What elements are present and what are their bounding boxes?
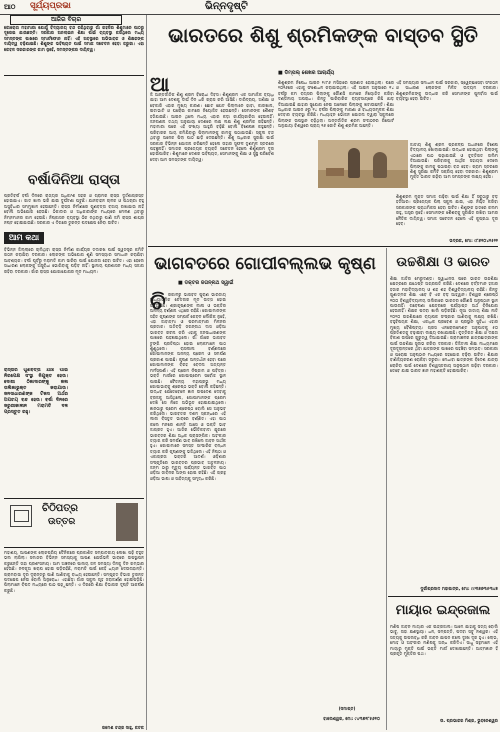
editorial-tag-lead	[48, 232, 144, 244]
child-labor-photo	[318, 140, 408, 188]
lead-col4: ଜାତୀୟ ଶିଶୁ ଶ୍ରମ ପ୍ରକଳ୍ପ ଅଧୀନରେ ବିଶେଷ ବିଦ୍ୟାଳୟ ଖୋଲାଯାଇଛି। ଉଦ୍ଧାର ହୋଇଥିବା ପିଲାଙ୍କୁ ଏଠାରେ ପାଠ ପଢ଼ାଯାଉଛି ଓ ବୃତ୍ତିଗତ ତାଲିମ ଦିଆଯାଉଛି। ପରିବାରକୁ ଆର୍ଥିକ ସହାୟତା ଦେଲେ ପିଲାଙ୍କୁ କାମକୁ ପଠାଇବା ବନ୍ଦ ହେବ। ଗ୍ରାମ ସ୍ତରରେ ଶିଶୁ ସୁରକ୍ଷା କମିଟି ସକ୍ରିୟ ହେବା ଦରକାର। ଶିଶୁଶ୍ରମ ମୁକ୍ତ ଭାରତ ଗଢ଼ିବା ଆମ ସମସ୍ତଙ୍କ ଲକ୍ଷ୍ୟ ହେଉ।	[410, 142, 498, 180]
editorial-kicker: ଆଜିର ବିଚାର	[10, 15, 122, 25]
lead-drop-cap-letter: ଆ	[150, 72, 170, 96]
editorial-title: ବର୍ଷାଦିନିଆ ରାସ୍ତା	[27, 172, 121, 188]
page-number: ଆଠ	[4, 3, 16, 11]
article2-end-mark: (ସମାପ୍ତ)	[338, 706, 356, 711]
article3-body: ଶିକ୍ଷା ଜାତିର ମେରୁଦଣ୍ଡ। ସ୍ୱାଧୀନତା ପରେ ଭାରତ ଉଚ୍ଚଶିକ୍ଷା କ୍ଷେତ୍ରରେ ଯଥେଷ୍ଟ ଅଗ୍ରଗତି କରିଛି। ଦେଶରେ ବର୍ତ୍ତମାନ ହଜାର ହଜାର ମହାବିଦ୍ୟାଳୟ ଓ ଶହ ଶହ ବିଶ୍ୱବିଦ୍ୟାଳୟ ରହିଛି। କିନ୍ତୁ ଗୁଣାତ୍ମକ ଶିକ୍ଷା ଏବେ ବି ଏକ ବଡ଼ ଆହ୍ୱାନ। ବିଶ୍ୱର ଶ୍ରେଷ୍ଠ ୧୦୦ ବିଶ୍ୱବିଦ୍ୟାଳୟ ତାଲିକାରେ ଭାରତର କୌଣସି ଅନୁଷ୍ଠାନ ସ୍ଥାନ ପାଉନାହିଁ। ଗବେଷଣା କ୍ଷେତ୍ରରେ ପର୍ଯ୍ୟାପ୍ତ ଅର୍ଥ ବିନିଯୋଗ ହେଉନାହିଁ। ଶିକ୍ଷକ ପଦବୀ ଖାଲି ପଡ଼ିରହିଛି। ନୂଆ ଜାତୀୟ ଶିକ୍ଷା ନୀତି ୨୦୨୦ ଉଚ୍ଚଶିକ୍ଷାରେ ବ୍ୟାପକ ସଂସ୍କାର ଆଣିବାକୁ ଲକ୍ଷ୍ୟ ରଖିଛି। ବହୁବିଷୟକ ଶିକ୍ଷା, ଏକାଧିକ ପ୍ରବେଶ ଓ ପ୍ରସ୍ଥାନ ସୁବିଧା ଏହାର ମୁଖ୍ୟ ବୈଶିଷ୍ଟ୍ୟ। ଗ୍ରସ ଏନରୋଲମେଣ୍ଟ ଅନୁପାତକୁ ୫୦ ପ୍ରତିଶତକୁ ବଢ଼ାଇବା ଲକ୍ଷ୍ୟ ରଖାଯାଇଛି। ବୃତ୍ତିଗତ ଶିକ୍ଷା ଓ ଦକ୍ଷତା ବିକାଶ ଉପରେ ଗୁରୁତ୍ୱ ଦିଆଯାଇଛି। ଗ୍ରାମାଞ୍ଚଳର ଛାତ୍ରଛାତ୍ରୀଙ୍କ ପାଇଁ ଉଚ୍ଚଶିକ୍ଷା ସୁଲଭ କରିବା ଦରକାର। ଡିଜିଟାଲ ଶିକ୍ଷା ମାଧ୍ୟମରେ ଦୂରଦୂରାନ୍ତରେ ଥିବା ଛାତ୍ରଙ୍କ ପାଖରେ ପହଞ୍ଚିବା ସମ୍ଭବ। ସରକାରୀ ଓ ଘରୋଇ ଅନୁଷ୍ଠାନ ମଧ୍ୟରେ ସହଯୋଗ ବଢ଼ିବା ଉଚିତ। ଶିକ୍ଷାର ବାଣିଜ୍ୟିକରଣ ରୋକିବା ଜରୁରୀ। ମେଧାବୀ ଛାତ୍ରଙ୍କ ବିଦେଶ ଯାତ୍ରା ରୋକିବା ପାଇଁ ଦେଶରେ ବିଶ୍ୱସ୍ତରୀୟ ଅନୁଷ୍ଠାନ ଗଢ଼ିବା ଦରକାର। ତେବେ ଯାଇ ଭାରତ ଜ୍ଞାନ ମହାଶକ୍ତି ହୋଇପାରିବ।	[390, 276, 498, 373]
article2-signature: ବାଲେଶ୍ୱର, ମୋ: ୯୪୩୭୨୮୫୬୧୦	[323, 716, 380, 721]
letters-title: ଚିଠିପତ୍ର	[42, 503, 78, 514]
lead-byline	[278, 70, 398, 77]
editorial-quote: ରାସ୍ତାର ଗୁଣବତ୍ତା ଯାଞ୍ଚ ପାଇଁ ନିରପେକ୍ଷ ସଂସ୍ଥା ନିଯୁକ୍ତ ହେଉ। ଦୋଷୀ ଠିକାଦାରଙ୍କୁ କଳା ତାଲିକାଭୁକ୍ତ କରାଯାଉ। ଜନସାଧାରଣଙ୍କ ଟିକସ ଅର୍ଥର ଅପଚୟ ବନ୍ଦ ହେଉ। ବର୍ଷା ଦିନରେ ଜରୁରୀକାଳୀନ ମରାମତି ଦଳ ପ୍ରସ୍ତୁତ ରହୁ।	[4, 368, 68, 415]
article2-byline-text: ଡକ୍ଟର ଜଗନ୍ନାଥ ସ୍ୱାଇଁ	[184, 280, 234, 286]
lead-col5: ଶିଶୁଶ୍ରମ ମୁକ୍ତ ସମାଜ ଗଢ଼ିବା ପାଇଁ ଶିକ୍ଷା ହିଁ ସବୁଠାରୁ ବଡ଼ ହତିଆର। ପ୍ରତ୍ୟେକ ପିଲା ସ୍କୁଲ ଯାଉ, ଏହା ନିଶ୍ଚିତ କରିବା ସରକାରଙ୍କ ପ୍ରାଥମିକତା ହେବା ଉଚିତ। ଶିଶୁଙ୍କ ହାତରେ କଲମ ରହୁ, ଅସ୍ତ୍ର ନୁହେଁ। ସେମାନଙ୍କ ଶୈଶବକୁ ସୁରକ୍ଷିତ ରଖିବା ଆମର ନୈତିକ ଦାୟିତ୍ୱ। ସମାଜ ସଚେତନ ହେଲେ ଏହି କୁପ୍ରଥା ଦୂର ହେବ।	[396, 194, 498, 227]
brand-logo: ସୂର୍ଯ୍ୟପ୍ରଭା	[30, 1, 71, 11]
editorial-tag-body: ବିଭିନ୍ନ ଜିଲ୍ଲାରେ ଚାଲିଥିବା ରାସ୍ତା ନିର୍ମାଣ କାର୍ଯ୍ୟର ତଦାରଖ ପାଇଁ ସ୍ୱତନ୍ତ୍ର କମିଟି ଗଠନ କରାଯିବା ଦରକାର। ଲୋକଙ୍କ ଅଭିଯୋଗ ଶୁଣି ସମସ୍ୟାର ସମାଧାନ କରାଯିବା ଆବଶ୍ୟକ। ବର୍ଷା ପୂର୍ବରୁ ମରାମତି କାମ ସାରିବା ପାଇଁ ଯୋଜନା ହେବା ଉଚିତ। ଏହା ହେଲେ ସାଧାରଣ ଲୋକଙ୍କୁ ଅସୁବିଧା ଭୋଗିବାକୁ ପଡ଼ିବ ନାହିଁ। ସ୍ଥାନୀୟ ପ୍ରଶାସନ ମଧ୍ୟ ସଜାଗ ରହିବା ଦରକାର। ଗାଁର ରାସ୍ତା ଯୋଗାଯୋଗର ମୂଳ ମାଧ୍ୟମ।	[4, 247, 144, 274]
editorial-intro: କୋରୋନା ମହାମାରୀ ଯୋଗୁଁ ବିଦ୍ୟାଳୟ ବନ୍ଦ ରହିଥିବାରୁ ଗାଁ ଗହଳିର ଶିଶୁମାନେ ପାଠରୁ ଦୂରେଇ ଯାଉଛନ୍ତି। ସରକାର ଅନଲାଇନ ଶିକ୍ଷା ପାଇଁ ବ୍ୟବସ୍ଥା କରିଥିଲେ ମଧ୍ୟ ସମସ୍ତଙ୍କ ପାଖରେ ସ୍ମାର୍ଟଫୋନ ନାହିଁ। ଏହି ଅବସ୍ଥାରେ ଅଭିଭାବକ ଓ ଶିକ୍ଷକଙ୍କ ଦାୟିତ୍ୱ ବଢ଼ିଯାଇଛି। ଶିଶୁଙ୍କ ଭବିଷ୍ୟତ ପାଇଁ ସମାଜ ସଚେତନ ହେବା ଜରୁରୀ। ଏହା କେବଳ ସରକାରଙ୍କ କାମ ନୁହେଁ, ସମସ୍ତଙ୍କର ଦାୟିତ୍ୱ।	[4, 25, 144, 52]
section-title: ଭିନ୍ନଦୃଷ୍ଟି	[205, 1, 248, 12]
article4-title: ମାୟାର ଇନ୍ଦ୍ରଜାଲ	[395, 603, 491, 618]
envelope-icon	[14, 510, 29, 522]
letters-body: ମହାଶୟ, ଆପଣଙ୍କ ଲୋକପ୍ରିୟ ଦୈନିକରେ ପ୍ରକାଶିତ ସମ୍ପାଦକୀୟ ଲେଖା ପଢ଼ି ବହୁତ ଭଲ ଲାଗିଲା। ସମାଜର ବିଭିନ୍ନ ସମସ୍ୟାକୁ ଆପଣ ଯେଉଁଭଳି ଭାବରେ ଉପସ୍ଥାପନ କରୁଛନ୍ତି ତାହା ପ୍ରଶଂସନୀୟ। ଆମ ଅଞ୍ଚଳରେ ପାନୀୟ ଜଳ ସମସ୍ୟା ଦିନକୁ ଦିନ ଗମ୍ଭୀର ହେଉଛି। ନଳକୂଅ ଖରାପ ହୋଇ ପଡ଼ିରହିଛି, ମରାମତି ପାଇଁ କେହି ଧ୍ୟାନ ଦେଉନାହାନ୍ତି। ଗ୍ରାମବାସୀ ଦୂର ଦୂରାନ୍ତରୁ ପାଣି ଆଣିବାକୁ ବାଧ୍ୟ ହେଉଛନ୍ତି। ସମ୍ପୃକ୍ତ ବିଭାଗ ତୁରନ୍ତ ପଦକ୍ଷେପ ନେଉ ବୋଲି ଅନୁରୋଧ। ଏହାଛଡ଼ା ଗାଁର ସ୍କୁଲ ଗୃହ ଜରାଜୀର୍ଣ୍ଣ ହୋଇପଡ଼ିଛି। ପିଲାମାନେ ବିପଦ ମଧ୍ୟରେ ପାଠ ପଢ଼ୁଛନ୍ତି। ଏ ଦିଗରେ ଶିକ୍ଷା ବିଭାଗର ଦୃଷ୍ଟି ଆକର୍ଷଣ କରୁଛି।	[4, 550, 144, 593]
editorial-side-text	[72, 368, 144, 454]
byline-marker-icon: ■	[278, 70, 285, 76]
lead-col1-head	[170, 74, 274, 90]
photo-adult-figure	[373, 152, 387, 178]
article4-signature: ଉ. ପ୍ରଭାକର ମିଶ୍ର, ଭୁବନେଶ୍ୱର	[440, 718, 498, 723]
article4-body: ମଣିଷ ଜୀବନ ମାୟାର ଏକ ଇନ୍ଦ୍ରଜାଲ। ଆମେ ଯାହାକୁ ସତ୍ୟ ବୋଲି ଭାବୁ, ତାହା କ୍ଷଣସ୍ଥାୟୀ। ଧନ, ସମ୍ପତ୍ତି, ପଦବୀ ସବୁ ନଶ୍ୱର। ଏହି ସତ୍ୟକୁ ଉପଲବ୍ଧି କରି ଜୀବନ ଯାପନ କଲେ ଦୁଃଖ ଦୂର ହୁଏ। ଲୋଭ, ମୋହ ଓ ଅହଂକାର ମଣିଷକୁ ଅନ୍ଧ କରିଦିଏ। ସାଧୁ ସନ୍ଥମାନେ ଏହି ମାୟାରୁ ମୁକ୍ତି ପାଇଁ ଭକ୍ତି ମାର୍ଗ ଦେଖାଇଛନ୍ତି। ଆତ୍ମଜ୍ଞାନ ହିଁ ପ୍ରକୃତ ମୁକ୍ତିର ପଥ।	[390, 624, 498, 657]
letters-photo	[116, 503, 138, 541]
lead-signature: ଭଦ୍ରକ, ମୋ: ୯୮୬୧୦୪୧୫୨୨	[449, 238, 498, 243]
divider	[388, 596, 498, 597]
divider	[4, 75, 144, 76]
byline-marker-icon: ■	[178, 280, 185, 286]
article2-title: ଭାଗବତରେ ଗୋପୀବଲ୍ଲଭ କୃଷ୍ଣ	[154, 254, 376, 274]
column-rule	[386, 248, 387, 730]
letters-header	[4, 498, 144, 548]
divider	[148, 246, 498, 247]
letters-signature: ରମେଶ ଚନ୍ଦ୍ର ସାହୁ, କଟକ	[101, 725, 144, 730]
photo-child-figure	[348, 148, 360, 178]
article3-signature: ଦୁର୍ଗାପ୍ରସାଦ ମହାପାତ୍ର, ମୋ: ୯୯୩୭୭୩୫୩୪୭	[420, 586, 498, 591]
lead-byline-text: ଡିମ୍ପଲ୍ ଶେଖର ଆଚାର୍ଯ୍ୟ	[284, 70, 335, 76]
editorial-tag: ଆମ କଥା	[4, 232, 44, 244]
editorial-body: ପ୍ରତିବର୍ଷ ବର୍ଷା ଦିନରେ ରାଜ୍ୟର ଅଧିକାଂଶ ସହର ଓ ଗ୍ରାମର ରାସ୍ତା ଦୁର୍ଦ୍ଦଶାଗ୍ରସ୍ତ ହୋଇଯାଏ। ଗାତ ଖାଲ ଭରି ଯାଇ ଦୁର୍ଘଟଣା ଘଟୁଛି। ଯାନବାହନ ଚାଳକ ଓ ପଥଚାରୀ ବହୁ ଅସୁବିଧାର ସମ୍ମୁଖୀନ ହେଉଛନ୍ତି। ରାସ୍ତା ନିର୍ମାଣରେ ଗୁଣବତ୍ତା ବଜାୟ ରଖାଯାଉ ନାହିଁ ବୋଲି ଅଭିଯୋଗ ହେଉଛି। ଠିକାଦାର ଓ ଅଧିକାରୀଙ୍କ ମଧ୍ୟରେ ମେଳଣ ଥିବାରୁ ନିମ୍ନମାନର କାମ ହେଉଛି। ନିଷ୍କାସନ ବ୍ୟବସ୍ଥା ଠିକ ନଥିବାରୁ ପାଣି ଜମି ରାସ୍ତା ଶୀଘ୍ର ନଷ୍ଟ ହୋଇଯାଉଛି। ସରକାର ଏ ଦିଗରେ ତୁରନ୍ତ ପଦକ୍ଷେପ ନେବା ଉଚିତ।	[4, 193, 144, 226]
masthead	[0, 0, 500, 15]
article2-byline	[178, 280, 298, 287]
article2-col3	[310, 264, 384, 704]
article2-col2	[230, 292, 306, 712]
letters-subtitle: ଉତ୍ତର	[48, 517, 76, 527]
lead-col2-tail	[318, 190, 394, 244]
column-rule	[146, 15, 147, 730]
editorial-closing	[4, 456, 144, 492]
lead-drop-cap	[150, 58, 254, 68]
lead-col2: ଶିଶୁଶ୍ରମ ନିଷେଧ ଆଇନ ୧୯୮୬ ମସିହାରେ ପ୍ରଣୀତ ହୋଇଥିଲା। ପରେ ୨୦୧୬ରେ ଏହାକୁ ସଂଶୋଧନ କରାଯାଇଥିଲା। ଏହି ଆଇନ ଅନୁସାରେ ୧୪ ବର୍ଷରୁ କମ ବୟସର ପିଲାଙ୍କୁ କୌଣସି କାମରେ ନିୟୋଜିତ କରିବା ଦଣ୍ଡନୀୟ ଅପରାଧ। କିନ୍ତୁ ପାରିବାରିକ ବ୍ୟବସାୟରେ କିଛି ଛାଡ଼ ଦିଆଯାଇଛି ଯାହାର ସୁଯୋଗ ନେଇ ଅନେକେ ପିଲାଙ୍କୁ ଖଟାଉଛନ୍ତି। ଶିକ୍ଷା ଅଧିକାର ଆଇନ ୬ରୁ ୧୪ ବର୍ଷର ପିଲାଙ୍କୁ ମାଗଣା ଓ ବାଧ୍ୟତାମୂଳକ ଶିକ୍ଷା ଦେବାର ବ୍ୟବସ୍ଥା କରିଛି। ମଧ୍ୟାହ୍ନ ଭୋଜନ ଯୋଜନା ଦ୍ୱାରା ସ୍କୁଲରେ ପିଲାଙ୍କ ଉପସ୍ଥାନ ବଢ଼ିଥିଲା। ଅନ୍ତର୍ଜାତିକ ଶ୍ରମ ସଂଗଠନର ରିପୋର୍ଟ ଅନୁଯାୟୀ ବିଶ୍ୱରେ ପ୍ରାୟ ୧୬ କୋଟି ଶିଶୁ ଶ୍ରମିକ ଅଛନ୍ତି।	[278, 80, 394, 129]
photo-bricks	[326, 168, 344, 176]
lead-title: ଭାରତରେ ଶିଶୁ ଶ୍ରମିକଙ୍କ ବାସ୍ତବ ସ୍ଥିତି	[168, 23, 478, 47]
lead-col2-lower	[278, 172, 316, 244]
lead-col3: ଏହି ସମସ୍ୟାର ସମାଧାନ ପାଇଁ ସରକାର, ସ୍ୱେଚ୍ଛାସେବୀ ସଂଗଠନ ଓ ସାଧାରଣ ଲୋକଙ୍କ ମିଳିତ ଉଦ୍ୟମ ଦରକାର। ଶିଶୁଶ୍ରମିକଙ୍କୁ ଉଦ୍ଧାର କରି ସେମାନଙ୍କ ପୁନର୍ବାସ ପାଇଁ ବ୍ୟବସ୍ଥା ହେବା ଉଚିତ।	[396, 80, 498, 102]
article2-col1: ରକାଳରୁ ଭାଗବତ ପୁରାଣ ଭାରତୀୟ ଆଧ୍ୟାତ୍ମିକ ଚେତନାର ମୂଳ ଉତ୍ସ ହୋଇ ରହିଆସିଛି। ଶ୍ରୀକୃଷ୍ଣଙ୍କ ଲୀଳା ଓ ଭକ୍ତିର ଅନନ୍ୟ ବର୍ଣ୍ଣନା ଏଥିରେ ରହିଛି। ଗୋପୀମାନଙ୍କ ସହିତ କୃଷ୍ଣଙ୍କ ସମ୍ପର୍କ କେବଳ ଲୌକିକ ନୁହେଁ, ଏହା ଜୀବାତ୍ମା ଓ ପରମାତ୍ମାର ମିଳନର ପ୍ରତୀକ। ଅତିବଡ଼ି ଜଗନ୍ନାଥ ଦାସ ଓଡ଼ିଆ ଭାଗବତ ରଚନା କରି ଏହାକୁ ଜନସାଧାରଣଙ୍କ ପାଖରେ ପହଞ୍ଚାଇଥିଲେ। ଗାଁ ଗାଁରେ ଭାଗବତ ଟୁଙ୍ଗି ପ୍ରତିଷ୍ଠା ହୋଇ ଲୋକମାନେ ପାଠ ଶୁଣୁଥିଲେ। ରାସଲୀଳା ବର୍ଣ୍ଣନାରେ ଗୋପୀମାନଙ୍କ ଅନନ୍ୟ ପ୍ରେମ ଓ ସମର୍ପଣ ପ୍ରକାଶ ପାଇଛି। କୃଷ୍ଣ ଅନ୍ତର୍ଧାନ ହେବା ପରେ ଗୋପୀମାନଙ୍କ ବିରହ ବେଦନା ଅତ୍ୟନ୍ତ ମର୍ମସ୍ପର୍ଶୀ। ଏହି ପ୍ରେମ ନିଷ୍କାମ ଓ ପବିତ୍ର। ଭକ୍ତି ମାର୍ଗରେ ଗୋପୀପ୍ରେମ ସର୍ବୋଚ୍ଚ ସ୍ଥାନ ପାଇଛି। ଚୈତନ୍ୟ ମହାପ୍ରଭୁ ମଧ୍ୟ ଗୋପୀଭାବକୁ ଶ୍ରେଷ୍ଠ ଭକ୍ତି ବୋଲି କହିଛନ୍ତି। ଉଦ୍ଧବ ଯେତେବେଳେ ଜ୍ଞାନ ଉପଦେଶ ଦେବାକୁ ବ୍ରଜକୁ ଆସିଥିଲେ, ଗୋପୀମାନଙ୍କ ପ୍ରେମ ଦେଖି ସେ ନିଜେ ଅଭିଭୂତ ହୋଇଯାଇଥିଲେ। ଜ୍ଞାନଠାରୁ ପ୍ରେମ ଶ୍ରେଷ୍ଠ ବୋଲି ସେ ଅନୁଭବ କରିଥିଲେ। ଭାଗବତର ଦଶମ ସ୍କନ୍ଧରେ ଏହି ଲୀଳା ବିସ୍ତୃତ ଭାବରେ ବର୍ଣ୍ଣିତ। ଏହା ପାଠ କଲେ ମନରେ ଶାନ୍ତି ଆସେ ଓ ଭକ୍ତି ଭାବ ଜାଗ୍ରତ ହୁଏ। ଆଜିର ଭୌତିକବାଦୀ ଯୁଗରେ ଭାଗବତର ଶିକ୍ଷା ଅଧିକ ପ୍ରାସଙ୍ଗିକ। ଅହଂକାର ତ୍ୟାଗ କରି ସମର୍ପଣ ଭାବ ରଖିଲେ ଜୀବନ ସାର୍ଥକ ହୁଏ। ଗୋପୀମାନେ ସମସ୍ତ ସାଂସାରିକ ବନ୍ଧନ ତ୍ୟାଗ କରି କୃଷ୍ଣଙ୍କୁ ଭଜିଥିଲେ। ଏହି ନିଷ୍ଠା ଓ ଏକାଗ୍ରତା ଭକ୍ତର ଆଦର୍ଶ। ଓଡ଼ିଶାର ସଂସ୍କୃତିରେ ଭାଗବତର ପ୍ରଭାବ ଅତୁଳନୀୟ। ଜନ୍ମ ଠାରୁ ମୃତ୍ୟୁ ପର୍ଯ୍ୟନ୍ତ ଭାଗବତ ପାଠ ଓଡ଼ିଆ ଜୀବନର ଅଙ୍ଗ ହୋଇ ରହିଛି। ଏହି ଗ୍ରନ୍ଥ ଓଡ଼ିଆ ଭାଷା ଓ ସାହିତ୍ୟକୁ ସମୃଦ୍ଧ କରିଛି।	[150, 292, 226, 481]
article2-drop-cap: ଚି	[150, 290, 166, 315]
lead-col1: ଜି ଆନ୍ତର୍ଜାତିକ ଶିଶୁ ଶ୍ରମ ବିରୋଧୀ ଦିବସ। ଶିଶୁଶ୍ରମ ଏକ ସାମାଜିକ ବ୍ୟାଧି ଯାହା ଆମ ଦେଶକୁ ଦୀର୍ଘ ଦିନ ଧରି ଗ୍ରାସ କରି ଆସିଛି। ଦାରିଦ୍ର୍ୟ, ଅଶିକ୍ଷା ଓ ବେକାରି ଏହାର ମୁଖ୍ୟ କାରଣ। ଛୋଟ ଛୋଟ ପିଲାମାନେ ଢାବା, କାରଖାନା, ଇଟାଭାଟି ଓ ଘରୋଇ କାମରେ ନିୟୋଜିତ ହେଉଛନ୍ତି। ସେମାନଙ୍କ ଶୈଶବ ହଜିଯାଉଛି। ଆଇନ ଥିଲେ ମଧ୍ୟ ଏହାର କଡ଼ା କାର୍ଯ୍ୟକାରିତା ହେଉନାହିଁ। ଜନଗଣନା ତଥ୍ୟ ଅନୁଯାୟୀ ଦେଶରେ ଲକ୍ଷ ଲକ୍ଷ ଶିଶୁ ଶ୍ରମିକ ରହିଛନ୍ତି। ମହାମାରୀ ପରେ ଏହି ସଂଖ୍ୟା ଆହୁରି ବଢ଼ିଛି ବୋଲି ବିଶେଷଜ୍ଞ କହୁଛନ୍ତି। ପରିବାରର ଆୟ କମିଯିବାରୁ ପିଲାମାନଙ୍କୁ କାମକୁ ପଠାଯାଉଛି। ସ୍କୁଲ ବନ୍ଦ ଥିବାରୁ ଅନେକ ପିଲା ପାଠ ଛାଡ଼ି ଦେଇଛନ୍ତି। ଶିଶୁ ଅଧିକାର ସୁରକ୍ଷା ପାଇଁ ସରକାର ବିଭିନ୍ନ ଯୋଜନା କରିଛନ୍ତି ହେଲେ ତାହାର ସୁଫଳ ତୃଣମୂଳ ସ୍ତରରେ ପହଞ୍ଚୁନାହିଁ। ସମାଜର ପ୍ରତ୍ୟେକ ବ୍ୟକ୍ତି ସଚେତନ ହେଲେ ଶିଶୁଶ୍ରମ ଦୂର ହୋଇପାରିବ। ଶିଶୁମାନେ ଦେଶର ଭବିଷ୍ୟତ, ସେମାନଙ୍କୁ ଶିକ୍ଷା ଓ ସୁସ୍ଥ ପରିବେଶ ଦେବା ଆମ ସମସ୍ତଙ୍କ ଦାୟିତ୍ୱ।	[150, 92, 274, 162]
article3-title: ଉଚ୍ଚଶିକ୍ଷା ଓ ଭାରତ	[396, 255, 490, 270]
letters-icon	[10, 505, 32, 527]
